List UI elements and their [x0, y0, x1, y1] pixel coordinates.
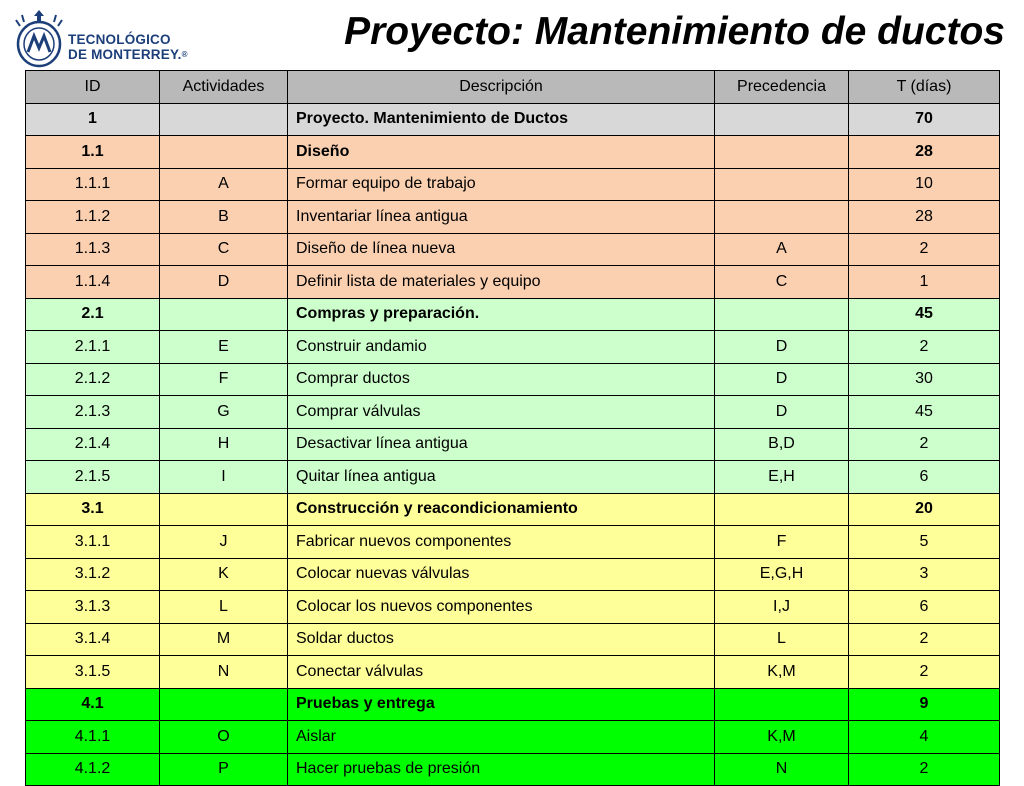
table-body — [26, 103, 1000, 786]
description-cell: Diseño — [288, 136, 715, 169]
duration-cell: 6 — [849, 591, 1000, 624]
precedence-cell: K,M — [715, 721, 849, 754]
table-row — [26, 168, 1000, 201]
precedence-cell — [715, 298, 849, 331]
table-row — [26, 591, 1000, 624]
description-cell: Inventariar línea antigua — [288, 201, 715, 234]
duration-cell: 30 — [849, 363, 1000, 396]
precedence-cell: A — [715, 233, 849, 266]
activity-cell: O — [160, 721, 288, 754]
table-row — [26, 461, 1000, 494]
id-cell: 4.1.2 — [26, 753, 160, 786]
id-cell: 3.1.5 — [26, 656, 160, 689]
duration-cell: 2 — [849, 623, 1000, 656]
duration-cell: 20 — [849, 493, 1000, 526]
description-cell: Formar equipo de trabajo — [288, 168, 715, 201]
description-cell: Colocar los nuevos componentes — [288, 591, 715, 624]
activity-cell: A — [160, 168, 288, 201]
duration-cell: 28 — [849, 136, 1000, 169]
description-cell: Soldar ductos — [288, 623, 715, 656]
description-cell: Comprar ductos — [288, 363, 715, 396]
logo-line-1: TECNOLÓGICO — [68, 32, 171, 47]
table-row — [26, 363, 1000, 396]
duration-cell: 45 — [849, 396, 1000, 429]
duration-cell: 4 — [849, 721, 1000, 754]
institution-logo — [14, 8, 189, 70]
activity-cell: P — [160, 753, 288, 786]
activities-table-container — [25, 70, 1000, 786]
activity-cell — [160, 688, 288, 721]
page-title: Proyecto: Mantenimiento de ductos — [344, 10, 1005, 53]
activity-cell: H — [160, 428, 288, 461]
description-cell: Compras y preparación. — [288, 298, 715, 331]
id-cell: 2.1.2 — [26, 363, 160, 396]
duration-cell: 2 — [849, 656, 1000, 689]
precedence-cell: D — [715, 363, 849, 396]
id-cell: 1 — [26, 103, 160, 136]
precedence-cell — [715, 103, 849, 136]
activity-cell — [160, 298, 288, 331]
column-header-description: Descripción — [288, 71, 715, 104]
precedence-cell — [715, 168, 849, 201]
id-cell: 3.1.3 — [26, 591, 160, 624]
activity-cell — [160, 103, 288, 136]
id-cell: 3.1.2 — [26, 558, 160, 591]
table-row — [26, 558, 1000, 591]
table-row — [26, 753, 1000, 786]
description-cell: Diseño de línea nueva — [288, 233, 715, 266]
table-row — [26, 493, 1000, 526]
duration-cell: 5 — [849, 526, 1000, 559]
precedence-cell: E,H — [715, 461, 849, 494]
table-row — [26, 428, 1000, 461]
activity-cell: K — [160, 558, 288, 591]
id-cell: 2.1.3 — [26, 396, 160, 429]
precedence-cell: F — [715, 526, 849, 559]
table-header-row — [26, 71, 1000, 104]
duration-cell: 9 — [849, 688, 1000, 721]
column-header-duration: T (días) — [849, 71, 1000, 104]
duration-cell: 2 — [849, 331, 1000, 364]
description-cell: Pruebas y entrega — [288, 688, 715, 721]
precedence-cell: E,G,H — [715, 558, 849, 591]
description-cell: Comprar válvulas — [288, 396, 715, 429]
id-cell: 3.1 — [26, 493, 160, 526]
precedence-cell: K,M — [715, 656, 849, 689]
id-cell: 2.1 — [26, 298, 160, 331]
id-cell: 1.1.4 — [26, 266, 160, 299]
description-cell: Quitar línea antigua — [288, 461, 715, 494]
duration-cell: 10 — [849, 168, 1000, 201]
description-cell: Desactivar línea antigua — [288, 428, 715, 461]
activities-table — [25, 70, 1000, 786]
precedence-cell — [715, 493, 849, 526]
activity-cell: C — [160, 233, 288, 266]
table-row — [26, 201, 1000, 234]
id-cell: 2.1.4 — [26, 428, 160, 461]
id-cell: 3.1.4 — [26, 623, 160, 656]
activity-cell: D — [160, 266, 288, 299]
table-row — [26, 331, 1000, 364]
description-cell: Colocar nuevas válvulas — [288, 558, 715, 591]
id-cell: 1.1.1 — [26, 168, 160, 201]
duration-cell: 6 — [849, 461, 1000, 494]
trademark-symbol: ® — [181, 50, 188, 59]
id-cell: 4.1 — [26, 688, 160, 721]
id-cell: 2.1.1 — [26, 331, 160, 364]
id-cell: 3.1.1 — [26, 526, 160, 559]
duration-cell: 2 — [849, 233, 1000, 266]
precedence-cell — [715, 201, 849, 234]
column-header-activities: Actividades — [160, 71, 288, 104]
table-row — [26, 688, 1000, 721]
description-cell: Aislar — [288, 721, 715, 754]
table-row — [26, 136, 1000, 169]
id-cell: 4.1.1 — [26, 721, 160, 754]
id-cell: 1.1.3 — [26, 233, 160, 266]
precedence-cell — [715, 136, 849, 169]
precedence-cell: I,J — [715, 591, 849, 624]
table-row — [26, 266, 1000, 299]
table-row — [26, 656, 1000, 689]
activity-cell: E — [160, 331, 288, 364]
description-cell: Proyecto. Mantenimiento de Ductos — [288, 103, 715, 136]
duration-cell: 2 — [849, 753, 1000, 786]
id-cell: 1.1.2 — [26, 201, 160, 234]
duration-cell: 28 — [849, 201, 1000, 234]
description-cell: Construcción y reacondicionamiento — [288, 493, 715, 526]
precedence-cell: L — [715, 623, 849, 656]
tec-monterrey-emblem-icon — [14, 8, 64, 70]
activity-cell: N — [160, 656, 288, 689]
precedence-cell — [715, 688, 849, 721]
table-row — [26, 103, 1000, 136]
table-row — [26, 623, 1000, 656]
column-header-id: ID — [26, 71, 160, 104]
table-row — [26, 233, 1000, 266]
duration-cell: 2 — [849, 428, 1000, 461]
description-cell: Construir andamio — [288, 331, 715, 364]
duration-cell: 70 — [849, 103, 1000, 136]
table-row — [26, 298, 1000, 331]
table-row — [26, 526, 1000, 559]
activity-cell: M — [160, 623, 288, 656]
activity-cell: L — [160, 591, 288, 624]
precedence-cell: B,D — [715, 428, 849, 461]
logo-line-2: DE MONTERREY.® — [68, 47, 188, 62]
description-cell: Definir lista de materiales y equipo — [288, 266, 715, 299]
precedence-cell: C — [715, 266, 849, 299]
activity-cell — [160, 493, 288, 526]
table-row — [26, 396, 1000, 429]
precedence-cell: D — [715, 396, 849, 429]
activity-cell: B — [160, 201, 288, 234]
description-cell: Hacer pruebas de presión — [288, 753, 715, 786]
activity-cell: G — [160, 396, 288, 429]
column-header-precedence: Precedencia — [715, 71, 849, 104]
precedence-cell: D — [715, 331, 849, 364]
activity-cell: F — [160, 363, 288, 396]
id-cell: 1.1 — [26, 136, 160, 169]
description-cell: Conectar válvulas — [288, 656, 715, 689]
id-cell: 2.1.5 — [26, 461, 160, 494]
duration-cell: 1 — [849, 266, 1000, 299]
activity-cell: I — [160, 461, 288, 494]
activity-cell: J — [160, 526, 288, 559]
duration-cell: 45 — [849, 298, 1000, 331]
duration-cell: 3 — [849, 558, 1000, 591]
description-cell: Fabricar nuevos componentes — [288, 526, 715, 559]
table-row — [26, 721, 1000, 754]
activity-cell — [160, 136, 288, 169]
precedence-cell: N — [715, 753, 849, 786]
